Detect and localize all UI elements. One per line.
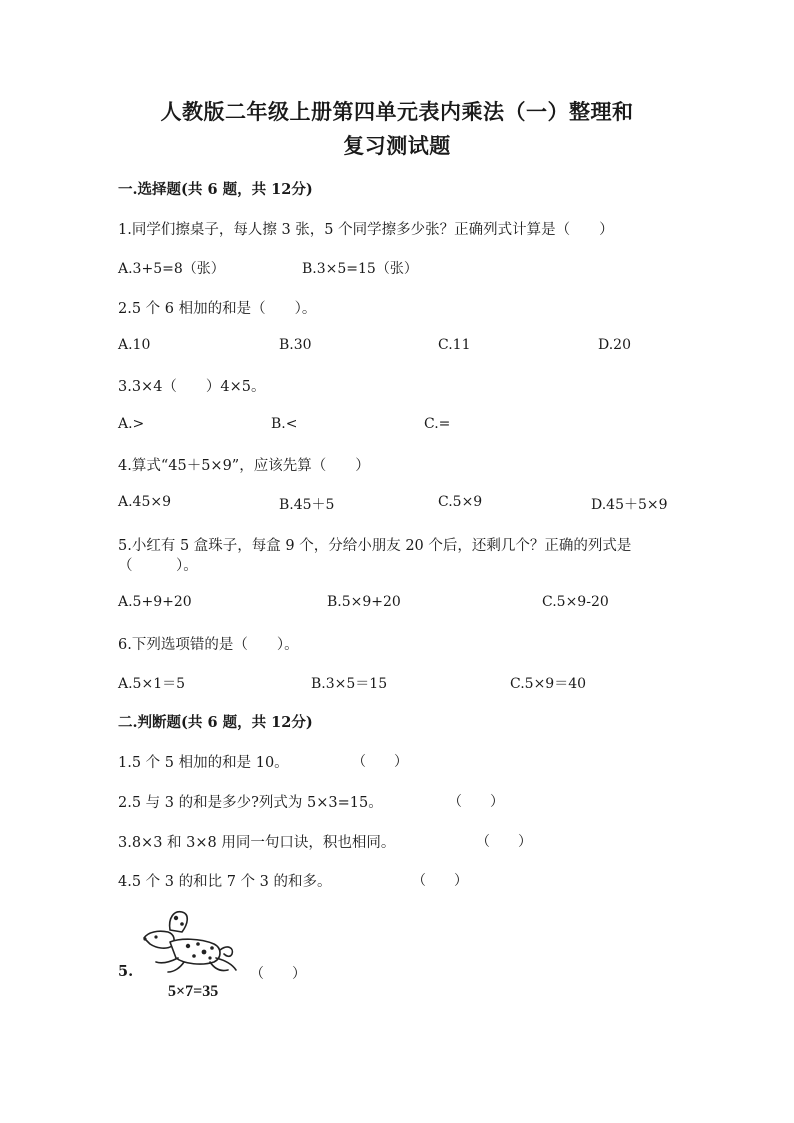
question-2-1-paren: （ ）: [352, 754, 408, 770]
question-1-2-option-c: C.11: [438, 337, 471, 353]
question-2-4-paren: （ ）: [412, 873, 468, 889]
question-2-4-stem: 4.5 个 3 的和比 7 个 3 的和多。: [118, 874, 332, 890]
section2-heading: 二.判断题(共 6 题，共 12分): [118, 714, 313, 731]
question-2-3-paren: （ ）: [476, 834, 532, 850]
question-1-3-option-a: A.>: [118, 416, 145, 432]
question-1-2-option-b: B.30: [279, 337, 312, 353]
question-1-4-option-a: A.45×9: [118, 494, 172, 510]
question-2-5-paren: （ ）: [250, 966, 306, 982]
question-1-3-option-b: B.<: [271, 416, 298, 432]
question-1-1-option-a: A.3+5=8（张）: [118, 261, 225, 277]
question-1-6-option-b: B.3×5＝15: [311, 676, 388, 692]
question-2-3-stem: 3.8×3 和 3×8 用同一句口诀，积也相同。: [118, 835, 396, 851]
question-2-1-stem: 1.5 个 5 相加的和是 10。: [118, 755, 289, 771]
question-1-4-stem: 4.算式“45＋5×9”，应该先算（ ）: [118, 458, 370, 474]
question-1-5-stem-line2: （ ）。: [118, 558, 198, 574]
question-1-6-option-c: C.5×9＝40: [510, 676, 587, 692]
question-1-2-option-a: A.10: [118, 337, 151, 353]
question-2-2-stem: 2.5 与 3 的和是多少?列式为 5×3=15。: [118, 795, 383, 811]
question-1-5-option-b: B.5×9+20: [327, 594, 401, 610]
question-1-4-option-c: C.5×9: [438, 494, 483, 510]
question-1-1-stem: 1.同学们擦桌子，每人擦 3 张，5 个同学擦多少张？正确列式计算是（ ）: [118, 222, 614, 238]
running-dog-illustration: [140, 908, 240, 980]
question-1-5-stem: 5.小红有 5 盒珠子，每盒 9 个，分给小朋友 20 个后，还剩几个？正确的列式是: [118, 538, 632, 554]
question-1-3-option-c: C.=: [424, 416, 451, 432]
page-title-line1: 人教版二年级上册第四单元表内乘法（一）整理和: [160, 99, 634, 124]
question-1-3-stem: 3.3×4（ ）4×5。: [118, 379, 266, 395]
question-2-5-number: 5.: [118, 963, 134, 980]
question-1-5-option-a: A.5+9+20: [118, 594, 192, 610]
question-1-2-option-d: D.20: [598, 337, 631, 353]
question-2-2-paren: （ ）: [448, 794, 504, 810]
question-2-5-formula: 5×7=35: [168, 983, 219, 1000]
question-1-4-option-b: B.45＋5: [279, 497, 335, 513]
question-1-6-stem: 6.下列选项错的是（ ）。: [118, 637, 299, 653]
question-1-5-option-c: C.5×9-20: [542, 594, 609, 610]
question-1-2-stem: 2.5 个 6 相加的和是（ ）。: [118, 301, 317, 317]
question-1-4-option-d: D.45＋5×9: [591, 497, 668, 513]
question-1-1-option-b: B.3×5=15（张）: [302, 261, 418, 277]
question-1-6-option-a: A.5×1＝5: [118, 676, 186, 692]
section1-heading: 一.选择题(共 6 题，共 12分): [118, 181, 313, 198]
page-title-line2: 复习测试题: [343, 133, 451, 158]
